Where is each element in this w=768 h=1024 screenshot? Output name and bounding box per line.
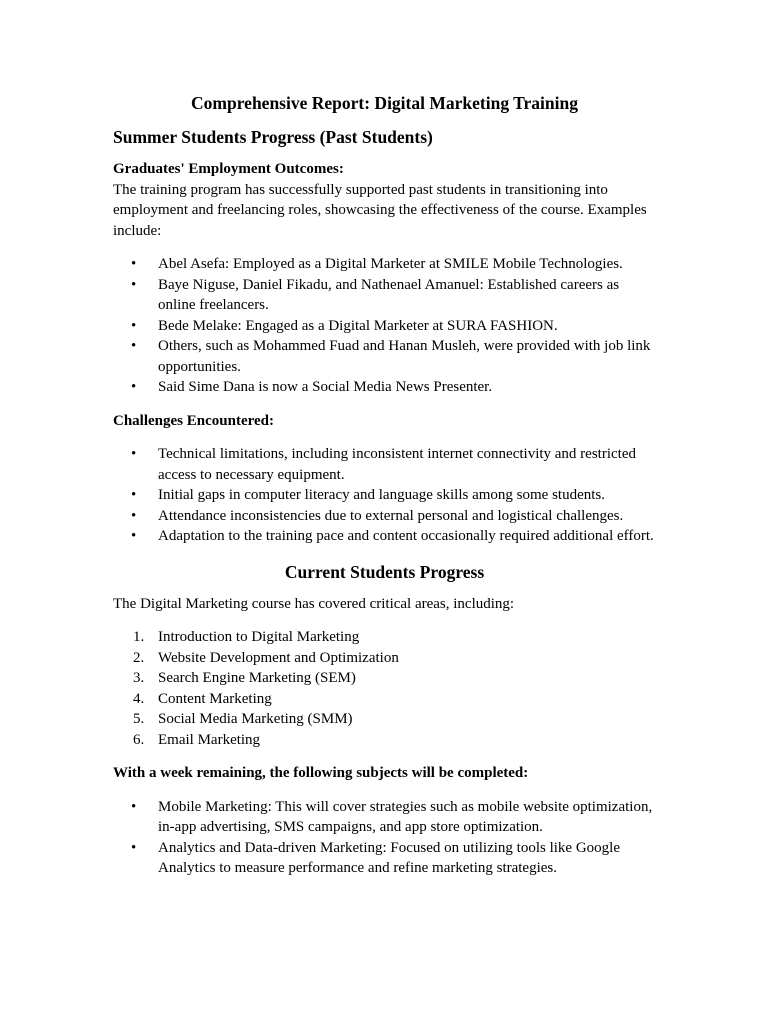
list-number: 4.: [133, 690, 145, 707]
list-item-text: Introduction to Digital Marketing: [158, 629, 360, 645]
list-item: [113, 730, 656, 751]
employment-outcomes-heading: Graduates' Employment Outcomes:: [113, 161, 344, 177]
bullet-icon: •: [131, 487, 137, 503]
bullet-icon: •: [131, 338, 137, 354]
employment-outcomes-list: [113, 254, 656, 398]
list-item: [113, 377, 656, 398]
list-item-text: Abel Asefa: Employed as a Digital Marketer at SMILE Mobile Technologies.: [158, 256, 623, 272]
covered-topics-list: [113, 627, 656, 750]
list-item: [113, 506, 656, 527]
list-number: 5.: [133, 711, 145, 727]
list-item: [113, 627, 656, 648]
bullet-icon: •: [131, 798, 137, 815]
list-item: [113, 485, 656, 506]
list-item-text: Email Marketing: [158, 731, 261, 748]
list-item: [113, 668, 656, 689]
bullet-icon: •: [131, 379, 137, 395]
list-number: 2.: [133, 649, 145, 666]
list-item: [113, 689, 656, 710]
challenges-heading: Challenges Encountered:: [113, 412, 274, 429]
bullet-icon: •: [131, 839, 137, 856]
current-students-heading: Current Students Progress: [284, 561, 485, 582]
list-item-text: Adaptation to the training pace and content occasionally required additional effort.: [158, 528, 654, 544]
list-item-text: Mobile Marketing: This will cover strategies such as mobile website optimization, in-app advertising, SMS campaigns, and app store optimization.: [158, 798, 653, 835]
list-item-text: Baye Niguse, Daniel Fikadu, and Nathenael Amanuel: Established careers as online freelancers.: [158, 276, 620, 313]
remaining-subjects-heading: With a week remaining, the following subjects will be completed:: [113, 765, 529, 781]
list-item-text: Website Development and Optimization: [158, 649, 399, 666]
list-item: [113, 648, 656, 669]
document-title: Comprehensive Report: Digital Marketing Training: [191, 93, 578, 113]
list-item: [113, 797, 656, 838]
list-item: [113, 709, 656, 730]
list-number: 3.: [133, 670, 145, 686]
list-item-text: Social Media Marketing (SMM): [158, 711, 353, 727]
bullet-icon: •: [131, 256, 137, 272]
list-item: [113, 838, 656, 879]
list-item: [113, 336, 656, 377]
list-item-text: Attendance inconsistencies due to external personal and logistical challenges.: [158, 507, 624, 524]
list-number: 6.: [133, 731, 145, 748]
bullet-icon: •: [131, 446, 137, 462]
remaining-subjects-list: [113, 797, 656, 879]
employment-outcomes-intro: The training program has successfully supported past students in transitioning into employment and freelancing roles, showcasing the effectiveness of the course. Examples include:: [113, 181, 647, 239]
list-item-text: Said Sime Dana is now a Social Media News Presenter.: [158, 379, 493, 395]
challenges-list: [113, 444, 656, 547]
list-item: [113, 275, 656, 316]
list-item-text: Others, such as Mohammed Fuad and Hanan Musleh, were provided with job link opportunities.: [158, 338, 651, 375]
list-item-text: Search Engine Marketing (SEM): [158, 670, 356, 686]
list-item: [113, 526, 656, 547]
list-item-text: Initial gaps in computer literacy and language skills among some students.: [158, 487, 605, 503]
bullet-icon: •: [131, 317, 137, 334]
list-item-text: Content Marketing: [158, 690, 272, 707]
list-item: [113, 316, 656, 337]
list-number: 1.: [133, 629, 145, 645]
past-students-heading: Summer Students Progress (Past Students): [113, 127, 433, 147]
list-item-text: Analytics and Data-driven Marketing: Focused on utilizing tools like Google Analytics to measure performance and refine marketing strategies.: [158, 839, 620, 876]
list-item: [113, 254, 656, 275]
list-item-text: Bede Melake: Engaged as a Digital Marketer at SURA FASHION.: [158, 317, 558, 334]
current-intro: The Digital Marketing course has covered critical areas, including:: [113, 595, 515, 612]
bullet-icon: •: [131, 528, 137, 544]
bullet-icon: •: [131, 507, 137, 524]
list-item: [113, 444, 656, 485]
bullet-icon: •: [131, 276, 137, 293]
list-item-text: Technical limitations, including inconsistent internet connectivity and restricted access to necessary equipment.: [158, 446, 636, 483]
